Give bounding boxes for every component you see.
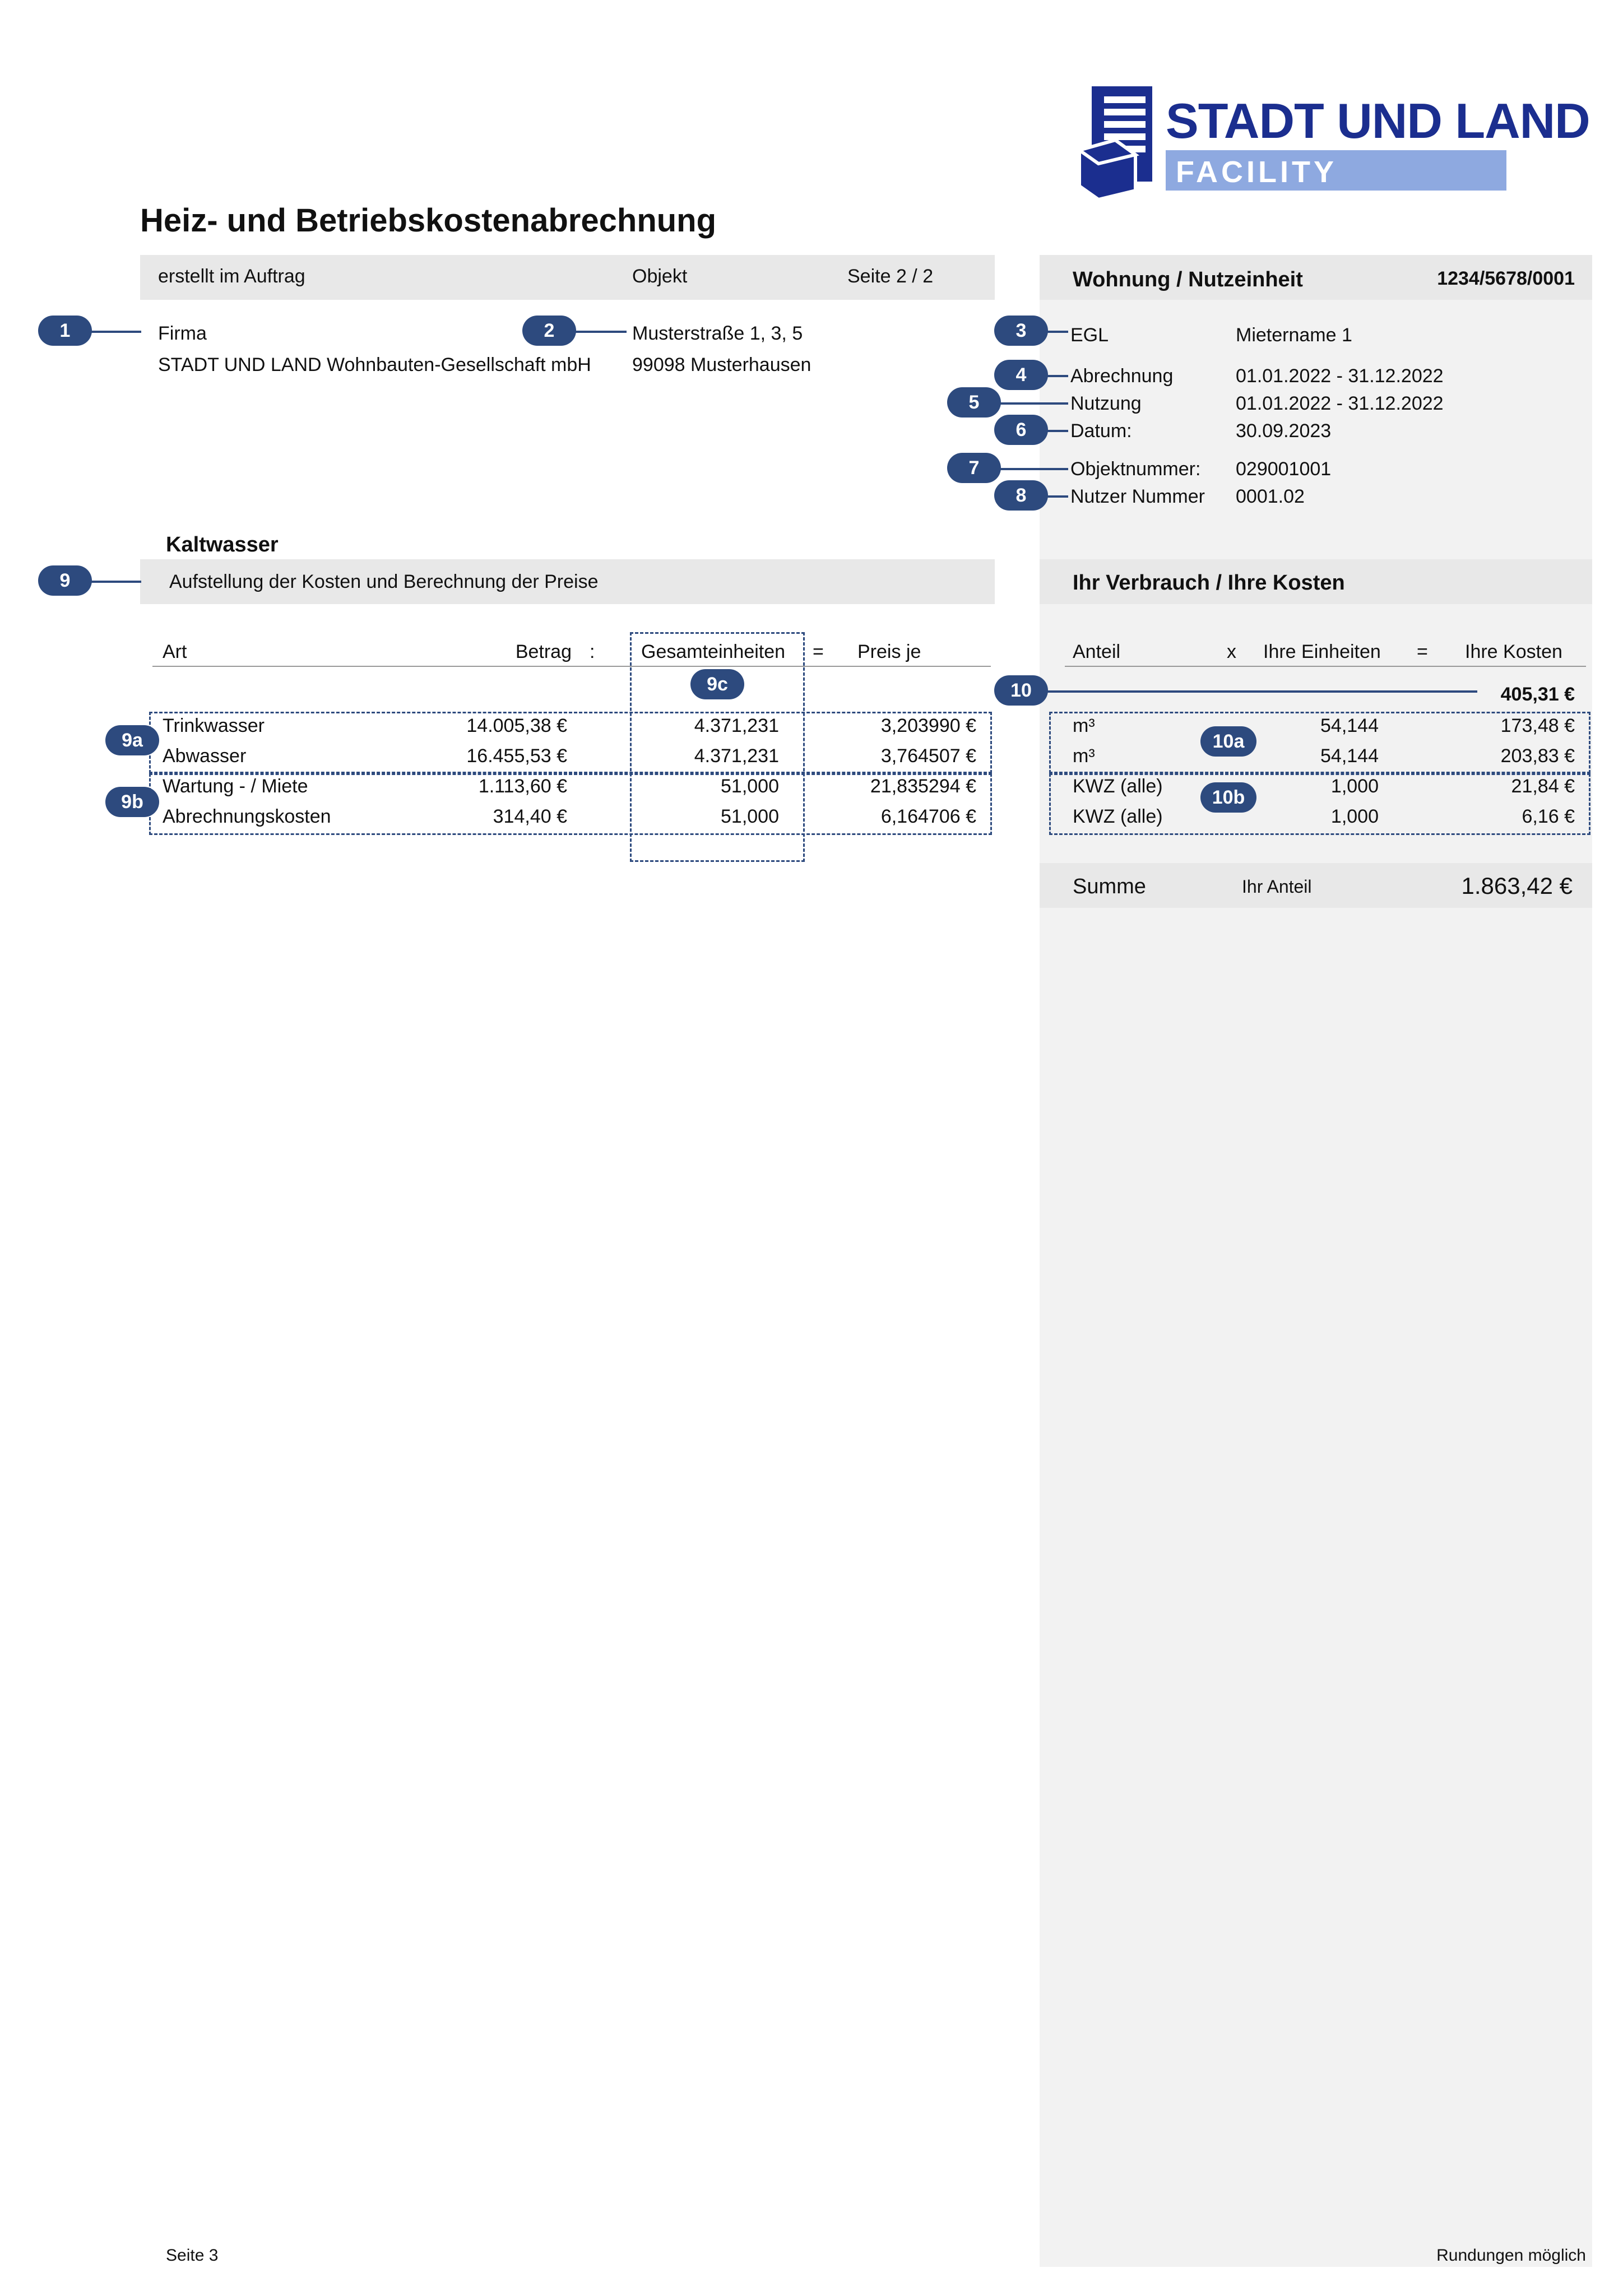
unit-number: 1234/5678/0001 bbox=[1437, 268, 1575, 289]
company-logo bbox=[1076, 84, 1590, 202]
callout-badge-6: 6 bbox=[994, 415, 1048, 445]
info-label-nutzung: Nutzung bbox=[1070, 393, 1142, 414]
page-title: Heiz- und Betriebskostenabrechnung bbox=[140, 202, 717, 239]
summary-sub: Ihr Anteil bbox=[1242, 876, 1312, 897]
address-city: 99098 Musterhausen bbox=[632, 354, 812, 375]
info-value-nutzung: 01.01.2022 - 31.12.2022 bbox=[1236, 393, 1444, 414]
building-logo-icon bbox=[1076, 84, 1160, 202]
col-header-preis: Preis je bbox=[857, 641, 921, 662]
info-value-abrechnung: 01.01.2022 - 31.12.2022 bbox=[1236, 365, 1444, 387]
usage-row-anteil: KWZ (alle) bbox=[1073, 806, 1163, 827]
usage-bar-text: Ihr Verbrauch / Ihre Kosten bbox=[1073, 571, 1345, 595]
callout-badge-5: 5 bbox=[947, 387, 1001, 418]
footer-note: Rundungen möglich bbox=[1436, 2246, 1586, 2265]
connector-line-6 bbox=[1046, 430, 1068, 432]
company-label: Firma bbox=[158, 323, 207, 344]
usage-row-anteil: KWZ (alle) bbox=[1073, 776, 1163, 797]
cost-row-art: Wartung - / Miete bbox=[163, 776, 308, 797]
col-header-betrag: Betrag bbox=[515, 641, 572, 662]
callout-badge-9: 9 bbox=[38, 565, 92, 596]
col-header-equals: = bbox=[813, 641, 824, 662]
callout-badge-2: 2 bbox=[522, 316, 576, 346]
col-header-gesamt: Gesamteinheiten bbox=[641, 641, 786, 662]
connector-line-10 bbox=[1046, 690, 1477, 693]
annotation-box-9a bbox=[149, 712, 992, 773]
section-bar-text: Aufstellung der Kosten und Berechnung der Preise bbox=[169, 571, 599, 592]
address-street: Musterstraße 1, 3, 5 bbox=[632, 323, 803, 344]
created-for-label: erstellt im Auftrag bbox=[158, 266, 305, 287]
callout-badge-8: 8 bbox=[994, 480, 1048, 511]
col-header-x: x bbox=[1227, 641, 1236, 662]
callout-badge-7: 7 bbox=[947, 453, 1001, 483]
annotation-box-10a bbox=[1049, 712, 1590, 773]
usage-row-kosten: 203,83 € bbox=[1500, 745, 1575, 767]
cost-row-art: Abrechnungskosten bbox=[163, 806, 331, 827]
callout-badge-1: 1 bbox=[38, 316, 92, 346]
usage-row-einheiten: 1,000 bbox=[1330, 776, 1379, 797]
annotation-box-10b bbox=[1049, 773, 1590, 835]
company-name: STADT UND LAND Wohnbauten-Gesellschaft mbH bbox=[158, 354, 591, 375]
footer-page: Seite 3 bbox=[166, 2246, 219, 2265]
right-panel-background bbox=[1040, 255, 1592, 2267]
connector-line-4 bbox=[1046, 375, 1068, 377]
usage-row-kosten: 21,84 € bbox=[1511, 776, 1575, 797]
callout-badge-9b: 9b bbox=[105, 787, 159, 817]
usage-row-anteil: m³ bbox=[1073, 745, 1095, 767]
cost-row-art: Trinkwasser bbox=[163, 715, 265, 736]
usage-row-kosten: 6,16 € bbox=[1522, 806, 1575, 827]
callout-badge-4: 4 bbox=[994, 360, 1048, 390]
cost-row-betrag: 14.005,38 € bbox=[466, 715, 567, 736]
info-value-objektnummer: 029001001 bbox=[1236, 458, 1332, 480]
col-header-anteil: Anteil bbox=[1073, 641, 1121, 662]
usage-row-einheiten: 54,144 bbox=[1320, 745, 1379, 767]
cost-row-preis: 3,203990 € bbox=[880, 715, 976, 736]
info-value-datum: 30.09.2023 bbox=[1236, 420, 1332, 442]
page-indicator: Seite 2 / 2 bbox=[847, 266, 934, 287]
cost-row-gesamt: 51,000 bbox=[721, 776, 779, 797]
callout-badge-10a: 10a bbox=[1200, 726, 1256, 757]
info-label-objektnummer: Objektnummer: bbox=[1070, 458, 1201, 480]
cost-row-gesamt: 4.371,231 bbox=[694, 715, 779, 736]
cost-row-betrag: 1.113,60 € bbox=[478, 776, 567, 797]
cost-row-preis: 3,764507 € bbox=[880, 745, 976, 767]
logo-text-line2: FACILITY bbox=[1176, 155, 1337, 189]
usage-row-einheiten: 1,000 bbox=[1330, 806, 1379, 827]
cost-row-preis: 21,835294 € bbox=[870, 776, 976, 797]
logo-text-line1: STADT UND LAND bbox=[1166, 93, 1590, 149]
connector-line-8 bbox=[1046, 495, 1068, 498]
info-label-abrechnung: Abrechnung bbox=[1070, 365, 1174, 387]
usage-total-top: 405,31 € bbox=[1500, 684, 1575, 705]
info-value-nutzer-nummer: 0001.02 bbox=[1236, 486, 1305, 507]
col-header-kosten: Ihre Kosten bbox=[1465, 641, 1562, 662]
col-header-equals-2: = bbox=[1417, 641, 1428, 662]
object-label: Objekt bbox=[632, 266, 688, 287]
connector-line-3 bbox=[1046, 331, 1068, 333]
connector-line-2 bbox=[574, 331, 627, 333]
usage-table-header-rule bbox=[1065, 666, 1586, 667]
connector-line-7 bbox=[998, 468, 1068, 470]
cost-row-art: Abwasser bbox=[163, 745, 247, 767]
connector-line-5 bbox=[998, 402, 1068, 405]
cost-row-gesamt: 51,000 bbox=[721, 806, 779, 827]
callout-badge-9c: 9c bbox=[690, 669, 744, 699]
col-header-art: Art bbox=[163, 641, 187, 662]
annotation-box-9c bbox=[630, 632, 805, 862]
cost-row-gesamt: 4.371,231 bbox=[694, 745, 779, 767]
usage-row-kosten: 173,48 € bbox=[1500, 715, 1575, 736]
info-label-egl: EGL bbox=[1070, 324, 1109, 346]
info-label-nutzer-nummer: Nutzer Nummer bbox=[1070, 486, 1205, 507]
info-value-egl: Mietername 1 bbox=[1236, 324, 1352, 346]
usage-row-einheiten: 54,144 bbox=[1320, 715, 1379, 736]
summary-label: Summe bbox=[1073, 875, 1146, 898]
callout-badge-9a: 9a bbox=[105, 725, 159, 755]
usage-row-anteil: m³ bbox=[1073, 715, 1095, 736]
callout-badge-3: 3 bbox=[994, 316, 1048, 346]
cost-table-header-rule bbox=[152, 666, 991, 667]
callout-badge-10: 10 bbox=[994, 675, 1048, 706]
summary-value: 1.863,42 € bbox=[1461, 873, 1573, 899]
col-header-divide: : bbox=[590, 641, 595, 662]
section-title: Kaltwasser bbox=[166, 533, 279, 556]
annotation-box-9b bbox=[149, 773, 992, 835]
info-label-datum: Datum: bbox=[1070, 420, 1132, 442]
callout-badge-10b: 10b bbox=[1200, 782, 1256, 813]
cost-row-betrag: 314,40 € bbox=[493, 806, 567, 827]
unit-header-label: Wohnung / Nutzeinheit bbox=[1073, 268, 1303, 291]
cost-row-betrag: 16.455,53 € bbox=[466, 745, 567, 767]
col-header-einheiten: Ihre Einheiten bbox=[1263, 641, 1381, 662]
cost-row-preis: 6,164706 € bbox=[880, 806, 976, 827]
